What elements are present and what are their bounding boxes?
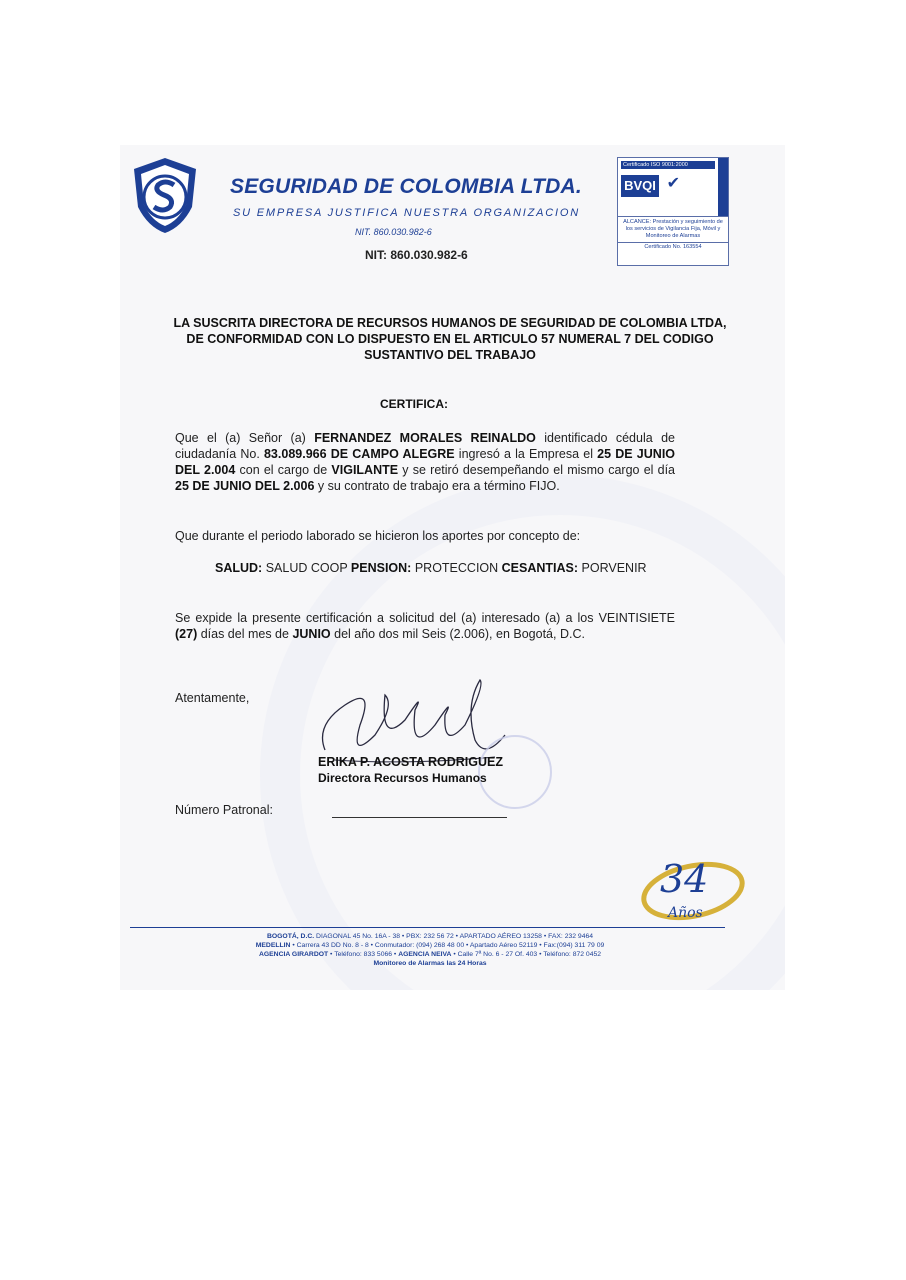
pension-label: PENSION: [350,561,415,575]
contributions-intro: Que durante el periodo laborado se hicieron los aportes por concepto de: [175,529,581,543]
cesantias-value: PORVENIR [581,561,647,575]
text-fragment: con el cargo de [235,463,332,477]
document-heading: LA SUSCRITA DIRECTORA DE RECURSOS HUMANOS DE SEGURIDAD DE COLOMBIA LTDA, DE CONFORMIDAD CON LO DISPUESTO EN EL ARTICULO 57 NUMERAL 7 DEL CODIGO SUSTANTIVO DEL TRABAJO [173,316,727,362]
salud-label: SALUD: [215,561,266,575]
footer-divider [130,927,725,928]
salud-value: SALUD COOP [265,561,351,575]
contributions-line [215,560,735,576]
text-fragment: y su contrato de trabajo era a término FIJO. [314,479,560,493]
issue-month: JUNIO [292,627,331,641]
employment-paragraph [175,430,675,494]
employee-id: 83.089.966 DE CAMPO ALEGRE [263,447,455,461]
cert-top-line: Certificado ISO 9001:2000 [621,161,715,169]
check-mark-icon: ✔ [666,175,681,192]
footer-line-medellin [140,941,720,950]
text-fragment: del año dos mil Seis (2.006), en Bogotá, D.C. [330,627,585,641]
nit-bold: NIT: 860.030.982-6 [365,248,468,262]
text-fragment: ingresó a la Empresa el [454,447,598,461]
footer-monitoring: Monitoreo de Alarmas las 24 Horas [373,960,487,967]
seal-stamp [478,735,552,809]
footer-city: AGENCIA GIRARDOT [258,951,329,958]
issuance-paragraph [175,610,675,642]
scanned-letter [120,145,785,990]
footer-line-monitoring [140,959,720,968]
patronal-number-line [332,817,507,818]
pension-value: PROTECCION [414,561,502,575]
signer-name: ERIKA P. ACOSTA RODRIGUEZ [318,755,503,769]
company-shield-logo-icon [130,155,200,235]
company-name: SEGURIDAD DE COLOMBIA LTDA. [230,175,582,198]
text-fragment: Que el (a) Señor (a) [175,431,315,445]
text-fragment: días del mes de [197,627,293,641]
footer-line-bogota [140,932,720,941]
text-fragment: identificado cédula de ciudadanía No. [175,431,675,461]
footer-text: • Teléfono: 833 5066 • [328,951,399,958]
footer-text: • Carrera 43 DD No. 8 - 8 • Conmutador: (094) 268 48 00 • Apartado Aéreo 52119 • Fax:(094) 311 79 09 [290,942,605,949]
cert-scope: ALCANCE: Prestación y seguimiento de los servicios de Vigilancia Fija, Móvil y Monitoreo de Alarmas [618,216,728,242]
anniversary-number: 34 [660,857,709,901]
footer-text: • Calle 7ª No. 6 - 27 Of. 403 • Teléfono: 872 0452 [451,951,602,958]
patronal-number-label: Número Patronal: [175,803,273,817]
text-fragment: Se expide la presente certificación a solicitud del (a) interesado (a) a los VEINTISIETE [175,611,675,625]
company-slogan: SU EMPRESA JUSTIFICA NUESTRA ORGANIZACION [233,207,580,219]
footer-city: BOGOTÁ, D.C. [266,933,315,940]
footer-line-agencies [140,950,720,959]
nit-small: NIT. 860.030.982-6 [355,227,432,237]
start-date: 25 DE JUNIO DEL 2.004 [175,447,676,477]
cert-side-band [718,158,728,216]
anniversary-word: Años [668,905,703,921]
footer-city: AGENCIA NEIVA [398,951,452,958]
signer-role: Directora Recursos Humanos [318,771,487,785]
certifica-title: CERTIFICA: [380,397,448,411]
job-role: VIGILANTE [331,463,399,477]
footer-text: DIAGONAL 45 No. 16A - 38 • PBX: 232 56 72 • APARTADO AÉREO 13258 • FAX: 232 9464 [314,933,594,940]
closing-salutation: Atentamente, [175,691,250,705]
text-fragment: y se retiró desempeñando el mismo cargo el día [398,463,676,477]
cert-number: Certificado No. 163554 [618,242,728,251]
cesantias-label: CESANTIAS: [501,561,582,575]
footer-addresses [140,932,720,968]
employee-name: FERNANDEZ MORALES REINALDO [314,431,536,445]
footer-city: MEDELLIN [255,942,291,949]
issue-day: (27) [175,627,198,641]
end-date: 25 DE JUNIO DEL 2.006 [175,479,315,493]
bvqi-logo: BVQI [621,175,659,197]
iso-certificate-box [617,157,729,266]
